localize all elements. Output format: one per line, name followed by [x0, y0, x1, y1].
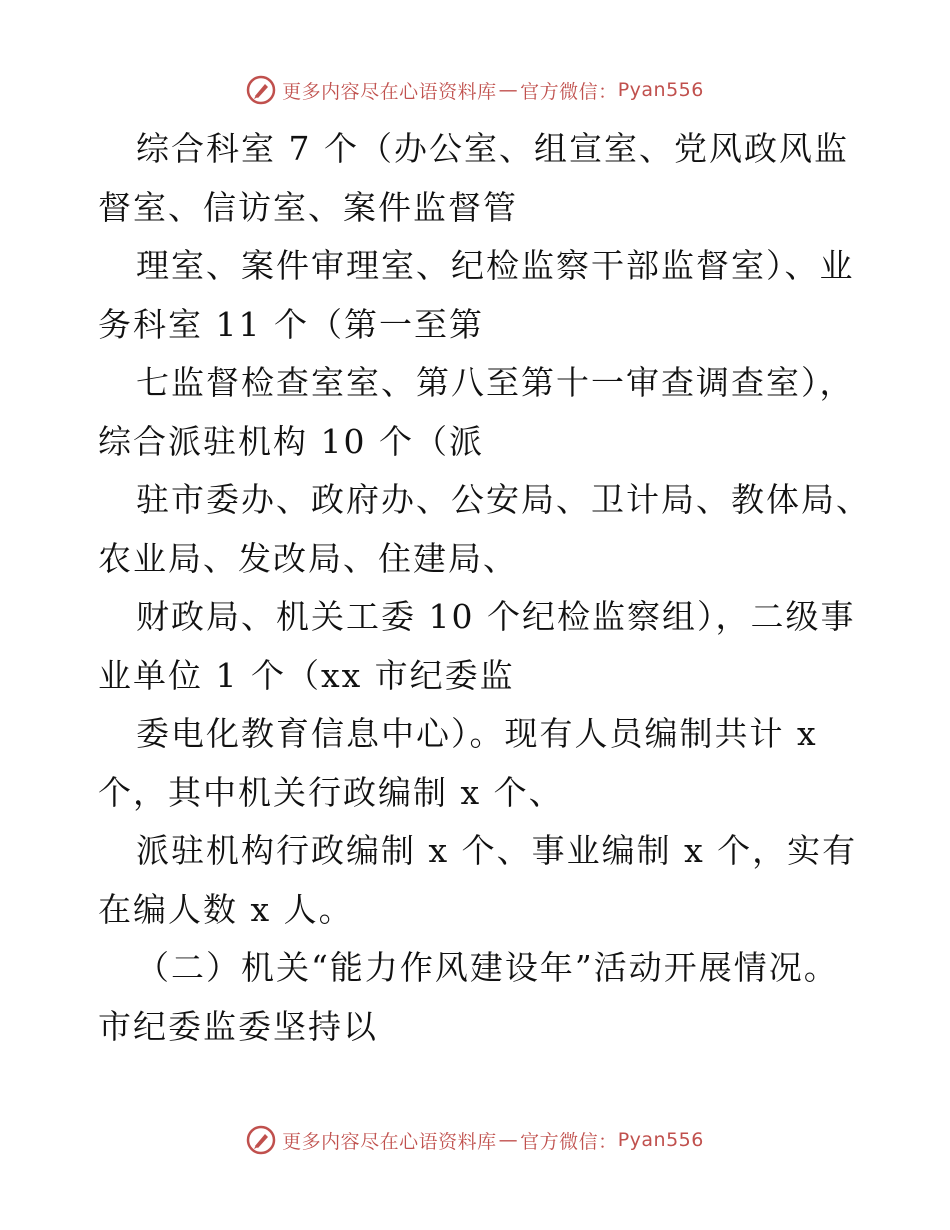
document-body — [98, 120, 871, 1056]
text-line: 个，其中机关行政编制 x 个、 — [98, 772, 564, 812]
watermark-wechat-label: 官方微信： — [520, 1130, 618, 1153]
text-line: 派驻机构行政编制 x 个、事业编制 x 个，实有 — [136, 831, 858, 870]
watermark-main-text: 更多内容尽在心语资料库 — [282, 1130, 497, 1153]
text-line: 理室、案件审理室、纪检监察干部监督室）、业 — [136, 246, 855, 285]
text-line: 委电化教育信息中心）。现有人员编制共计 x — [136, 714, 818, 753]
text-line: 务科室 11 个（第一至第 — [98, 304, 484, 344]
text-line: 督室、信访室、案件监督管 — [98, 187, 518, 227]
text-line: 农业局、发改局、住建局、 — [98, 538, 518, 578]
text-line: 七监督检查室室、第八至第十一审查调查室）， — [136, 363, 855, 402]
text-line: 市纪委监委坚持以 — [98, 1006, 378, 1046]
text-line: 在编人数 x 人。 — [98, 889, 354, 929]
text-line: 财政局、机关工委 10 个纪检监察组），二级事 — [136, 597, 856, 636]
pen-logo-icon — [246, 1125, 276, 1155]
header-watermark — [0, 70, 950, 110]
watermark-separator: — — [498, 1129, 519, 1151]
watermark-wechat-id: Pyan556 — [617, 1129, 704, 1151]
text-line: 驻市委办、政府办、公安局、卫计局、教体局、 — [136, 480, 871, 519]
pen-logo-icon — [246, 75, 276, 105]
text-line: 业单位 1 个（xx 市纪委监 — [98, 655, 515, 695]
text-line: 综合科室 7 个（办公室、组宣室、党风政风监 — [136, 129, 849, 168]
watermark-main-text: 更多内容尽在心语资料库 — [282, 80, 497, 103]
watermark-separator: — — [498, 79, 519, 101]
watermark-wechat-id: Pyan556 — [617, 79, 704, 101]
text-line: （二）机关“能力作风建设年”活动开展情况。 — [136, 948, 839, 987]
watermark-wechat-label: 官方微信： — [520, 80, 618, 103]
footer-watermark — [0, 1120, 950, 1160]
text-line: 综合派驻机构 10 个（派 — [98, 421, 484, 461]
